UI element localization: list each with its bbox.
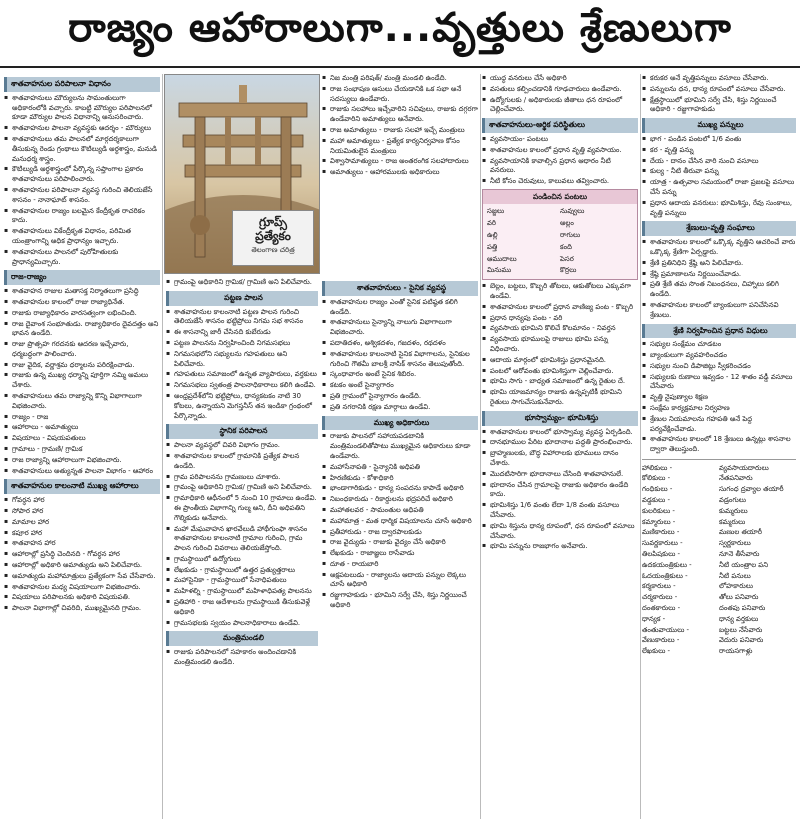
list-item: ▪ శాతవాహనుల కాలంలో భూస్వామ్య వ్యవస్థ ఏర్పడింది. xyxy=(482,428,638,438)
list-item: ▪ మహాసేనాపతి - సైన్యానికి అధిపతి xyxy=(322,463,478,473)
table-cell: మణుల తయారీ xyxy=(719,528,762,537)
list-item: ▪ ప్రతి గ్రామంలో సైన్యాగారం ఉండేది. xyxy=(322,392,478,402)
list-item: ▪ అక్షపటలుడు - రాజ్యాలను ఆదాయ పన్నుల లెక్కలు చూసే అధికారి xyxy=(322,571,478,591)
list-item: ▪ శాతవాహనుల పరిపాలనా వ్యవస్థ గురించి తెలియజేసే శాసనం - నానాఘాట్ శాసనం. xyxy=(4,186,160,206)
list-item: ▪ రాజ్యం - రాజ xyxy=(4,413,160,423)
list-item: ▪ శ్రేణి ప్రతినిధిని శ్రేష్ఠి అని పిలిచేవారు. xyxy=(642,259,796,269)
list-item: ▪ రాజుకు ఉన్న ముఖ్య ధర్మాన్ని పూర్తిగా నమ్మి అమలు చేశారు. xyxy=(4,371,160,391)
list-item: ▪ ఆహారాల్లో ప్రసిద్ధి చెందినది - గోవర్ధన హార xyxy=(4,550,160,560)
list-item: ▪ రాజు వైదిక, వర్ణాశ్రమ ధర్మాలను పరిరక్షించాడు. xyxy=(4,361,160,371)
list-item: ▪ రాజుకు పరిపాలనలో సహకారం అందించడానికి మంత్రిమండలి ఉండేది. xyxy=(166,648,318,668)
crops-table xyxy=(482,189,638,280)
section-heading: శాతవాహనులు-ఆర్థిక పరిస్థితులు xyxy=(482,118,638,133)
list-item: ▪ గ్రామంపై అధికారిని గ్రామిక/ గ్రామిణి అని పిలిచేవారు. xyxy=(166,483,318,493)
list-item: ▪ శాతవాహనుల రాజ్యం ఎంతో సైనిక పటిష్ఠత కలిగి ఉండేది. xyxy=(322,298,478,318)
logo-line2: ప్రత్యేకం xyxy=(255,229,291,244)
list-item: ▪ శాతవాహనుల మధ్య విషయాలుగా విభజించారు. xyxy=(4,583,160,593)
list-item: ▪ సభ్యుల సంక్షేమం చూడటం xyxy=(642,340,796,350)
section-heading: స్థానిక పరిపాలన xyxy=(166,424,318,439)
list-item: ▪ స్కంధావారం అంటే సైనిక శిబిరం. xyxy=(322,370,478,380)
table-cell: కొర్రలు xyxy=(560,266,577,275)
list-item: ▪ కుల్య - నీటి తీరువా పన్ను xyxy=(642,167,796,177)
section-heading: శాతవాహనులు - సైనిక వ్యవస్థ xyxy=(322,281,478,296)
table-cell: మినుము xyxy=(487,266,512,275)
list-item: ▪ శాతవాహనులు వికేంద్రీకృత విధానం, పరిమిత యంత్రాంగాన్ని అధిక ప్రాధాన్యం ఇచ్చారు. xyxy=(4,227,160,247)
list-item: ▪ వ్యవసాయానికి కావాల్సిన ప్రధాన ఆధారం నీటి వనరులు. xyxy=(482,157,638,177)
table-cell: ధాన్యక - xyxy=(642,614,666,623)
list-item: ▪ లేఖకుడు - గ్రామస్థాయిలో ఉత్తర ప్రత్యుత్తరాలు xyxy=(166,566,318,576)
list-item: ▪ ప్రధాన ఆదాయ వనరులు: భూమిశిస్తు, రేవు సుంకాలు, వృత్తి పన్నులు xyxy=(642,199,796,219)
bullet-list xyxy=(322,432,478,611)
list-item: ▪ వ్యవసాయ భూమిని కొలిచే కొలమానం - నివర్తన xyxy=(482,324,638,334)
list-item: ▪ గ్రామస్థాయిలో ఉద్యోగులు xyxy=(166,555,318,565)
list-item: ▪ రజ్జుగాహకుడు - భూమిని సర్వే చేసి, శిస్తు నిర్ణయించే అధికారి xyxy=(322,591,478,611)
table-cell: స్వర్ణకారులు xyxy=(719,539,751,548)
column-2 xyxy=(166,278,318,819)
section-heading: శాతవాహనుల కాలంనాటి ముఖ్య ఆహారాలు xyxy=(4,479,160,494)
table-cell: ఉల్లి xyxy=(487,231,498,240)
list-item: ▪ పంటలో ఆరోవంతు భూమిశిస్తుగా చెల్లించేవారు. xyxy=(482,367,638,377)
list-item: ▪ సభ్యుల నుంచి డిపాజిట్లు స్వీకరించడం xyxy=(642,362,796,372)
groups-special-logo xyxy=(232,210,314,266)
list-item: ▪ శాతవాహనుల కాలంలో బ్యాంకులుగా పనిచేసినవి శ్రేణులు. xyxy=(642,301,796,321)
list-item: ▪ అమాత్యుడు మహామాత్రులు ప్రత్యేకంగా సేవ చేసేవారు. xyxy=(4,572,160,582)
list-item: ▪ గోవర్ధన హార xyxy=(4,496,160,506)
list-item: ▪ ఆదాయ మార్గంలో భూమిశిస్తు ప్రధానమైనది. xyxy=(482,356,638,366)
list-item: ▪ నిగమసభలు స్వతంత్ర పాలనాధికారాలు కలిగి ఉండేవి. xyxy=(166,381,318,391)
table-cell: వరి xyxy=(487,219,496,228)
list-item: ▪ నీటి కోసం చెరువులు, కాలువలు తవ్వించారు. xyxy=(482,177,638,187)
list-item: ▪ శ్రేష్ఠి ప్రమాణాలను నిర్ణయించేవాడు. xyxy=(642,270,796,280)
list-item: ▪ మహిళల్ని - గ్రామస్థాయిలో మహిళాధిపత్య పాలనను xyxy=(166,587,318,597)
table-cell: ఉదకయంత్రికులు - xyxy=(642,560,692,569)
bullet-list xyxy=(482,428,638,553)
table-cell: కంది xyxy=(560,242,572,251)
list-item: ▪ శాతవాహనుల రాజ్యం బలమైన కేంద్రీకృత రాచరికం కాదు. xyxy=(4,207,160,227)
crops-table-heading: పండించిన పంటలు xyxy=(483,190,637,205)
bullet-list xyxy=(642,74,796,115)
table-cell: వడ్రంగులు xyxy=(719,495,747,504)
list-item: ▪ విషయాలు పరిపాలనకు అధికారి విషయపతి. xyxy=(4,593,160,603)
list-item: ▪ పాలనా విభాగాల్లో చివరిది, ముఖ్యమైనది గ్రామం. xyxy=(4,604,160,614)
table-cell: గంధికులు - xyxy=(642,485,673,494)
table-cell: సజ్జలు xyxy=(487,207,505,216)
list-item: ▪ మహా మేఘవాహన ఖారవేలుడి హాథీగుంఫా శాసనం శాతవాహనుల కాలంనాటి గ్రామాల గురించి, గ్రామ పాలన గురించి వివరాలు తెలియజేస్తోంది. xyxy=(166,525,318,554)
list-item: ▪ దేయ - దానం చేసిన వారి నుంచి వసూలు xyxy=(642,157,796,167)
list-item: ▪ శాతవాహనుల కాలంలో 18 శ్రేణులు ఉన్నట్లు శాసనాల ద్వారా తెలుస్తుంది. xyxy=(642,435,796,455)
section-heading: ముఖ్య పన్నులు xyxy=(642,118,796,133)
list-item: ▪ గ్రామసభలకు స్వయం పాలనాధికారాలు ఉండేవి. xyxy=(166,619,318,629)
list-item: ▪ మహామాత్ర - మత ధార్మిక విషయాలను చూసే అధికారి xyxy=(322,517,478,527)
table-cell: ఆముదాలు xyxy=(487,254,517,263)
bullet-list xyxy=(166,441,318,628)
table-cell: పెసర xyxy=(560,254,574,263)
table-cell: నువ్వులు xyxy=(560,207,585,216)
table-cell: కులరికులు - xyxy=(642,506,675,515)
section-heading: పట్టణ పాలన xyxy=(166,291,318,306)
list-item: ▪ సోపార హార xyxy=(4,507,160,517)
table-cell: కర్మకారులు - xyxy=(642,582,676,591)
list-item: ▪ హిరణికుడు - కోశాధికారి xyxy=(322,474,478,484)
column-3 xyxy=(322,278,478,819)
list-item: ▪ రాజుకు రాజ్యాధికారం వారసత్వంగా లభించింది. xyxy=(4,309,160,319)
bullet-list xyxy=(4,496,160,614)
list-item: ▪ రాజ వైద్యుడు - రాజుకు వైద్యం చేసే అధికారి xyxy=(322,538,478,548)
section-heading: శ్రేణి నిర్వహించిన ప్రధాన విధులు xyxy=(642,324,796,339)
list-item: ▪ భాండాగారికుడు - ధాన్య సంపదను కాపాడే అధికారి xyxy=(322,484,478,494)
table-cell: వెదురు పనివారు xyxy=(719,636,764,645)
table-cell: తిలపిషకులు - xyxy=(642,549,681,558)
table-cell: నేతపనివారు xyxy=(719,474,753,483)
list-item: ▪ వసతులు కల్పించడానికి గూఢచారులు ఉండేవారు. xyxy=(482,85,638,95)
table-cell: రాయసగాళ్లు xyxy=(719,647,753,656)
list-item: ▪ గ్రామాధికారి ఆధీనంలో 5 నుంచి 10 గ్రామాలు ఉండేవి. ఈ ప్రాంతీయ విభాగాన్ని గుల్మ అని, దీని అధిపతిని గౌల్మికుడు అనేవారు. xyxy=(166,494,318,523)
list-item: ▪ రాజుకు సలహాలు ఇచ్చేవారిని సచివులు, రాజుకు దగ్గరగా ఉండేవారిని అమాత్యులు అనేవారు. xyxy=(322,105,478,125)
list-item: ▪ భూదానం చేసిన గ్రామాలపై రాజుకు అధికారం ఉండేది కాదు. xyxy=(482,481,638,501)
bullet-list xyxy=(482,135,638,187)
table-cell: అల్లం xyxy=(560,219,574,228)
list-item: ▪ శాతవాహనుల కాలంలో గ్రామానికి ప్రత్యేక పాలన ఉండేది. xyxy=(166,452,318,472)
bullet-list xyxy=(166,648,318,668)
table-cell: వేణుకారులు - xyxy=(642,636,680,645)
table-cell: హాలికులు - xyxy=(642,463,673,472)
section-heading: మంత్రిమండలి xyxy=(166,631,318,646)
list-item: ▪ ప్రతి శ్రేణి తమ సొంత నిబంధనలు, చిహ్నాలు కలిగి ఉండేది. xyxy=(642,280,796,300)
list-item: ▪ గహపతులు సమాజంలో ఉన్నత వ్యాపారులు, వర్తకులు xyxy=(166,370,318,380)
list-item: ▪ శాతవాహనుల కాలంనాటి సైనిక విభాగాలను, సైనికుల గురించి గౌతమీ బాలశ్రీ నాసిక్ శాసనం తెలుపుతోంది. xyxy=(322,350,478,370)
list-item: ▪ నిజ మంత్రి పరిషత్/ మంత్రి మండలి ఉండేది. xyxy=(322,74,478,84)
list-item: ▪ శాతవాహనులు అత్యున్నత పాలనా విభాగం - ఆహారం xyxy=(4,467,160,477)
list-item: ▪ శాతవాహనుల కాలంలో ప్రధాన వృత్తి వ్యవసాయం. xyxy=(482,146,638,156)
list-item: ▪ అంధ్రప్రదేశ్‌లోని భట్టిప్రోలు, ధాన్యకటకం నాటి 30 కోటలు, ఉన్నాయని మెగస్తనీస్ తన ఇండికా గ్రంథంలో పేర్కొన్నాడు. xyxy=(166,392,318,421)
list-item: ▪ బ్రాహ్మణులకు, బౌద్ధ విహారాలకు భూములు దానం చేశారు. xyxy=(482,449,638,469)
list-item: ▪ క్షేత్రస్థాయిలో భూమిని సర్వే చేసి, శిస్తు నిర్ణయించే అధికారి - రజ్జుగాహకుడు xyxy=(642,96,796,116)
table-cell: నీటి యంత్రాల పని xyxy=(719,560,769,569)
bullet-list xyxy=(482,282,638,408)
list-item: ▪ ఆహారాలు - అమాత్యులు xyxy=(4,423,160,433)
list-item: ▪ శాతవాహనుల కాలంలో ఒక్కొక్క వృత్తిని ఆచరించే వారు ఒక్కొక్క శ్రేణిగా ఏర్పడ్డారు. xyxy=(642,238,796,258)
section-heading: భూస్వామ్యం- భూమిశిస్తు xyxy=(482,411,638,426)
bullet-list xyxy=(322,74,478,178)
list-item: ▪ కటకం అంటే సైన్యాగారం xyxy=(322,381,478,391)
bullet-list xyxy=(4,287,160,476)
list-item: ▪ శాతవాహనులు సైన్యాన్ని నాలుగు విభాగాలుగా విభజించారు. xyxy=(322,318,478,338)
bullet-list xyxy=(166,278,318,288)
table-cell: బట్టలు నేసేవారు xyxy=(719,625,763,634)
table-cell: ధాన్య వర్తకులు xyxy=(719,614,759,623)
list-item: ▪ శాతవాహన హార xyxy=(4,539,160,549)
list-item: ▪ భూమి సాగు - బాధ్యత సమాజంలో ఉన్న రైతుల దే. xyxy=(482,377,638,387)
table-cell: చర్మకారులు - xyxy=(642,593,678,602)
section-heading: శ్రేణులు-వృత్తి సంఘాలు xyxy=(642,221,796,236)
list-item: ▪ భూమి యాజమాన్యం రాజుకు ఉన్నప్పటికీ భూమిని రైతులు సాగుచేసుకునేవారు. xyxy=(482,388,638,408)
bullet-list xyxy=(642,238,796,320)
table-cell: సువర్ణకారులు - xyxy=(642,539,683,548)
table-cell: కమ్మరులు xyxy=(719,517,746,526)
list-item: ▪ రాజ రాజ్యాన్ని ఆహారాలుగా విభజించారు. xyxy=(4,456,160,466)
table-cell: తంతువాయులు - xyxy=(642,625,690,634)
table-cell: లోహకారులు xyxy=(719,582,753,591)
list-item: ▪ కర - వృత్తి పన్ను xyxy=(642,146,796,156)
list-item: ▪ కపూర హార xyxy=(4,529,160,539)
column-5 xyxy=(642,74,796,819)
list-item: ▪ బ్యాంకులుగా వ్యవహరించడం xyxy=(642,351,796,361)
table-cell: వ్యవసాయదారులు xyxy=(719,463,769,472)
list-item: ▪ రాజుకు పాలనలో సహాయపడటానికి మంత్రిమండలితోపాటు ముఖ్యమైన అధికారులు కూడా ఉండేవారు. xyxy=(322,432,478,461)
list-item: ▪ శాతవాహనులు తమ పాలనలో మార్గదర్శకాలుగా తీసుకున్న రెండు గ్రంథాలు కౌటిల్యుడి అర్థశాస్త్రం, మనుడి మనుధర్మ శాస్త్రం. xyxy=(4,135,160,164)
list-item: ▪ యాత్ర - ఉత్సవాల సమయంలో రాజా ప్రజలపై వసూలు చేసే పన్ను xyxy=(642,178,796,198)
bullet-list xyxy=(642,340,796,455)
table-cell: నీటి పనులు xyxy=(719,571,751,580)
list-item: ▪ మామాల హార xyxy=(4,518,160,528)
column-1 xyxy=(4,74,160,819)
list-item: ▪ లేఖకుడు - రాజాజ్ఞలు రాసేవాడు xyxy=(322,549,478,559)
list-item: ▪ రాజ అమాత్యులు - రాజుకు సలహా ఇచ్చే మంత్రులు xyxy=(322,126,478,136)
list-item: ▪ గ్రామ పరిపాలనను గ్రామణులు చూశారు. xyxy=(166,473,318,483)
table-cell: ఓదయంత్రికులు - xyxy=(642,571,688,580)
list-item: ▪ మహాతలవర - సామంతుల అధిపతి xyxy=(322,506,478,516)
list-item: ▪ భూమిశిస్తు 1/6 వంతు లేదా 1/8 వంతు వసూలు చేసేవారు. xyxy=(482,501,638,521)
list-item: ▪ శ్రేణుల నియమాలను గహపతి అనే పెద్ద పర్యవేక్షించేవాడు. xyxy=(642,415,796,435)
list-item: ▪ మహా అమాత్యులు - ప్రత్యేక కార్యనిర్వహణ కోసం నియమితులైన మంత్రులు xyxy=(322,137,478,157)
list-item: ▪ రాజ సంభాషణ ఆసులు చేయడానికి ఒక సభా అనే సదస్యులు ఉండేవారు. xyxy=(322,85,478,105)
list-item: ▪ కౌటిల్యుడి అర్థశాస్త్రంలో పేర్కొన్న సప్తాంగాల ప్రకారం శాతవాహనులు పరిపాలించారు. xyxy=(4,165,160,185)
table-cell: కోలికులు - xyxy=(642,474,671,483)
list-item: ▪ శాతవాహన రాజుల మతాసక్త నిర్మాతలుగా ప్రసిద్ధి xyxy=(4,287,160,297)
list-item: ▪ శాతవాహనులు తమ రాజ్యాన్ని కొన్ని విభాగాలుగా విభజించారు. xyxy=(4,392,160,412)
list-item: ▪ శాతవాహనుల కాలంనాటి పట్టణ పాలన గురించి తెలియజేసే శాసనం భట్టిప్రోలు నిగమ సభ శాసనం xyxy=(166,308,318,328)
list-item: ▪ పాలనా వ్యవస్థలో చివరి విభాగం గ్రామం. xyxy=(166,441,318,451)
list-item: ▪ ప్రతీహారుడు - రాజ ద్వారపాలకుడు xyxy=(322,528,478,538)
column-divider xyxy=(480,74,481,819)
column-3-top xyxy=(322,74,478,274)
table-cell: నూనె తీసేవారు xyxy=(719,549,760,558)
table-cell: లేఖకులు - xyxy=(642,647,671,656)
list-item: ▪ శాతవాహనుల పాలనా వ్యవస్థకు ఆదర్శం - మౌర్యులు xyxy=(4,124,160,134)
list-item: ▪ నిబంధకారుడు - రికార్డులను భద్రపరిచే అధికారి xyxy=(322,495,478,505)
list-item: ▪ శాతవాహనులు మౌర్యులను సామంతులుగా అధికారంలోకి వచ్చారు. కాబట్టి మౌర్యుల పరిపాలనలో కూడా మౌర్యుల పాలన విధానాన్ని అనుసరించారు. xyxy=(4,94,160,123)
list-item: ▪ ఈ శాసనాన్ని జారీ చేసినది కుబేరుడు xyxy=(166,328,318,338)
crops-table-rows xyxy=(483,204,637,279)
list-item: ▪ శాతవాహనుల కాలంలో ప్రధాన వాణిజ్య పంట - కొబ్బరి xyxy=(482,303,638,313)
list-item: ▪ భూమి శిస్తును ధాన్య రూపంలో, ధన రూపంలో వసూలు చేసేవారు. xyxy=(482,522,638,542)
list-item: ▪ దానభూముల పేరిట భూదానాల పద్ధతి ప్రారంభించారు. xyxy=(482,438,638,448)
bullet-list xyxy=(166,308,318,422)
list-item: ▪ వ్యవసాయ భూములపై రాజులు భూమి పన్ను విధించారు. xyxy=(482,335,638,355)
table-cell: పత్తి xyxy=(487,242,498,251)
list-item: ▪ యుద్ధ వనరులు చేసే అధికారి xyxy=(482,74,638,84)
column-4 xyxy=(482,74,638,819)
list-item: ▪ సంక్షేమ కార్యక్రమాల నిర్వహణ xyxy=(642,404,796,414)
list-item: ▪ మహాసైనికా - గ్రామస్థాయిలో సేనాధిపతులు xyxy=(166,576,318,586)
list-item: ▪ భూమి పన్నును రాజభాగం అనేవారు. xyxy=(482,542,638,552)
table-cell: రాగులు xyxy=(560,231,581,240)
bullet-list xyxy=(482,74,638,115)
table-cell: వడ్డకులు - xyxy=(642,495,670,504)
list-item: ▪ బెల్లం, బట్టలు, కొబ్బరి తోటలు, ఆకుతోటలు ఎక్కువగా ఉండేవి. xyxy=(482,282,638,302)
list-item: ▪ ప్రతిహారి - రాజ ఆదేశాలను గ్రామస్థాయికి తీసుకువెళ్లే అధికారి xyxy=(166,598,318,618)
list-item: ▪ భాగ - పండిన పంటలో 1/6 వంతు xyxy=(642,135,796,145)
table-cell: కుమ్మరులు xyxy=(719,506,748,515)
list-item: ▪ మొదటిసారిగా భూదానాలు చేసింది శాతవాహనులే. xyxy=(482,470,638,480)
list-item: ▪ ప్రతి నగరానికి రక్షణ మార్గాలు ఉండేవి. xyxy=(322,403,478,413)
list-item: ▪ పదాతిదళం, అశ్వికదళం, గజదళం, రథదళం xyxy=(322,339,478,349)
list-item: ▪ అమాత్యులు - ఆహారములకు అధికారులు xyxy=(322,168,478,178)
list-item: ▪ ఉద్యోగులకు / అధికారులకు జీతాలు ధన రూపంలో చెల్లించేవారు. xyxy=(482,96,638,116)
page-banner xyxy=(0,0,800,68)
column-divider xyxy=(640,74,641,819)
section-heading: ముఖ్య అధికారులు xyxy=(322,416,478,431)
list-item: ▪ సభ్యులకు రుణాలు ఇవ్వడం - 12 శాతం వడ్డీ వసూలు చేసేవారు xyxy=(642,373,796,393)
page-title: రాజ్యం ఆహారాలుగా...వృత్తులు శ్రేణులుగా xyxy=(68,5,732,51)
trades-table xyxy=(642,459,796,657)
list-item: ▪ రాజు ప్రొత్సహ గరదనకు ఆదరణ ఇచ్చేవారు, ధర్మబద్ధంగా పాలించారు. xyxy=(4,340,160,360)
section-heading: శాతవాహనుల పరిపాలనా విధానం xyxy=(4,77,160,92)
logo-line1: గ్రూప్స్ xyxy=(259,215,287,229)
bullet-list xyxy=(322,298,478,413)
list-item: ▪ శాతవాహనుల కాలంలో రాజు రాజ్యాధినేత. xyxy=(4,298,160,308)
list-item: ▪ ప్రధాన ధాన్యపు పంట - వరి xyxy=(482,314,638,324)
section-heading: రాజ-రాజ్యం xyxy=(4,270,160,285)
table-cell: దంతకారులు - xyxy=(642,603,681,612)
list-item: ▪ శాతవాహనులు పాలనలో పురోహితులకు ప్రాధాన్యమిచ్చారు. xyxy=(4,248,160,268)
table-cell: మణికారులు - xyxy=(642,528,680,537)
list-item: ▪ నిగమసభలోని సభ్యులను గహపతులు అని పిలిచేవారు. xyxy=(166,350,318,370)
list-item: ▪ విశ్వాసామాత్యులు - రాజ అంతరంగిక సలహాదారులు xyxy=(322,157,478,167)
table-cell: తోలు పనివారు xyxy=(719,593,759,602)
list-item: ▪ కరుకర అనే వృత్తిపన్నులు వసూలు చేసేవారు. xyxy=(642,74,796,84)
bullet-list xyxy=(4,94,160,268)
list-item: ▪ పన్నులను ధన, ధాన్య రూపంలో వసూలు చేసేవారు. xyxy=(642,85,796,95)
table-cell: సుగంధ ద్రవ్యాల తయారీ xyxy=(719,485,784,494)
list-item: ▪ గ్రామాలు - గ్రామణి/ గ్రామిక xyxy=(4,445,160,455)
list-item: ▪ ఆహారాల్లో అధికారి అమాత్యుడు అని పిలిచేవారు. xyxy=(4,561,160,571)
list-item: ▪ గ్రామంపై అధికారిని గ్రామిక/ గ్రామిణి అని పిలిచేవారు. xyxy=(166,278,318,288)
logo-subtitle: తెలంగాణ చరిత్ర xyxy=(251,245,295,254)
table-cell: దంతపు పనివారు xyxy=(719,603,766,612)
table-cell: కమ్మారులు - xyxy=(642,517,676,526)
list-item: ▪ పట్టణ పాలనను నిర్వహించింది నిగమసభలు xyxy=(166,339,318,349)
list-item: ▪ వృత్తి నైపుణ్యాల శిక్షణ xyxy=(642,393,796,403)
column-divider xyxy=(162,74,163,819)
list-item: ▪ దూత - రాయబారి xyxy=(322,560,478,570)
bullet-list xyxy=(642,135,796,218)
list-item: ▪ రాజ దైవాంశ సంభూతుడు. రాజ్యాధికారం దైవదత్తం అని భావన ఉండేది. xyxy=(4,320,160,340)
list-item: ▪ వ్యవసాయం- పంటలు xyxy=(482,135,638,145)
list-item: ▪ విషయాలు - విషయపతులు xyxy=(4,434,160,444)
